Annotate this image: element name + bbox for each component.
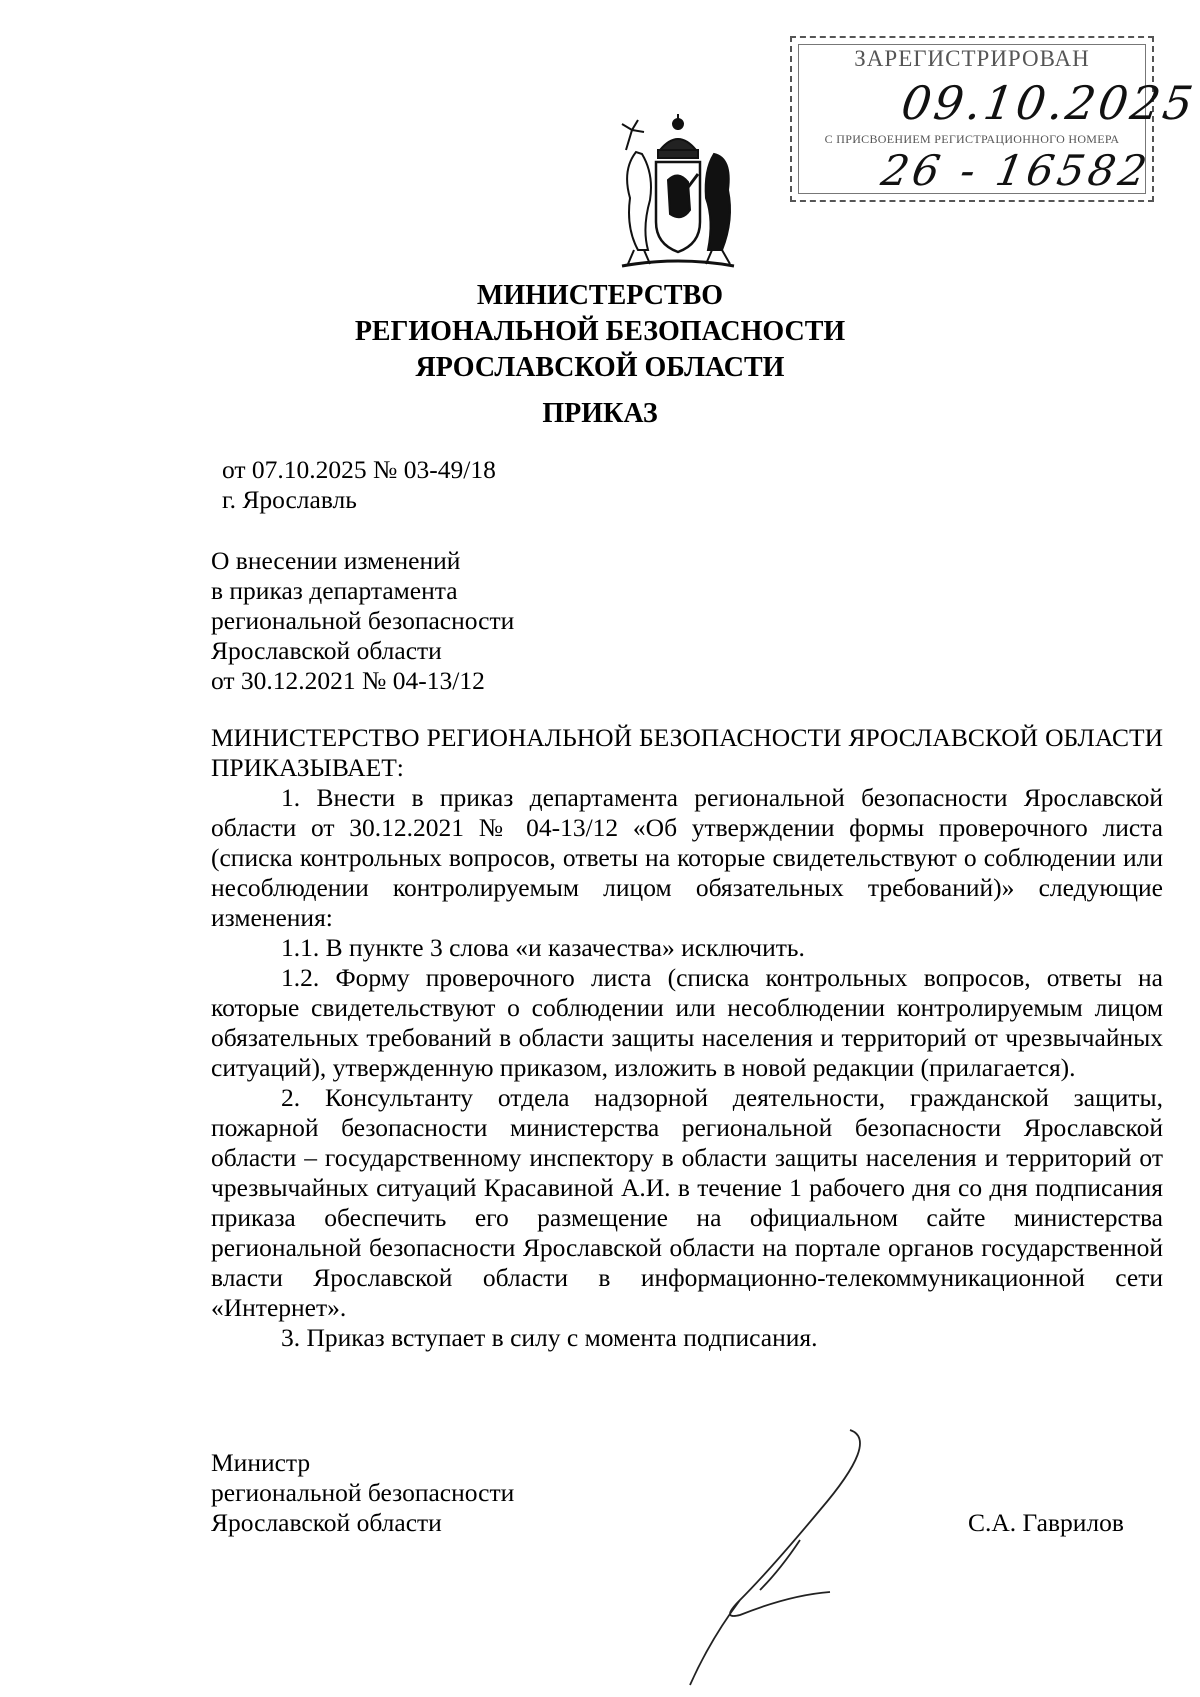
registration-stamp [790, 36, 1200, 202]
signatory-position [211, 1448, 514, 1538]
document-type: ПРИКАЗ [542, 398, 658, 429]
ministry-line-1: МИНИСТЕРСТВО [476, 280, 724, 311]
stamp-title: ЗАРЕГИСТРИРОВАН [854, 46, 1090, 71]
subject-line-4: Ярославской области [211, 636, 442, 665]
ministry-line-3: ЯРОСЛАВСКОЙ ОБЛАСТИ [415, 352, 785, 383]
date-and-number: от 07.10.2025 № 03-49/18 [222, 455, 496, 484]
handwritten-signature [680, 1420, 910, 1690]
signatory-name: С.А. Гаврилов [968, 1508, 1124, 1537]
document-meta [222, 455, 496, 515]
subject-line-5: от 30.12.2021 № 04-13/12 [211, 666, 485, 695]
stamp-date: 09.10.2025 [898, 76, 1200, 130]
ministry-title [0, 278, 1200, 386]
document-body [211, 723, 1163, 1353]
preamble: МИНИСТЕРСТВО РЕГИОНАЛЬНОЙ БЕЗОПАСНОСТИ ЯРОСЛАВСКОЙ ОБЛАСТИ ПРИКАЗЫВАЕТ: [211, 723, 1163, 782]
paragraph-1-2: 1.2. Форму проверочного листа (списка контрольных вопросов, ответы на которые свидетельствуют о соблюдении или несоблюдении контролируемым лицом обязательных требований в области защиты населения и территорий от чрезвычайных ситуаций), утвержденную приказом, изложить в новой редакции (прилагается). [211, 963, 1163, 1082]
document-subject [211, 546, 514, 696]
subject-line-2: в приказ департамента [211, 576, 458, 605]
stamp-subtitle: С ПРИСВОЕНИЕМ РЕГИСТРАЦИОННОГО НОМЕРА [824, 132, 1120, 146]
paragraph-3: 3. Приказ вступает в силу с момента подписания. [281, 1323, 818, 1352]
ministry-line-2: РЕГИОНАЛЬНОЙ БЕЗОПАСНОСТИ [354, 316, 846, 347]
paragraph-2: 2. Консультанту отдела надзорной деятельности, гражданской защиты, пожарной безопасности министерства региональной безопасности Ярославской области – государственному инспектору в области защиты населения и территорий от чрезвычайных ситуаций Красавиной А.И. в течение 1 рабочего дня со дня подписания приказа обеспечить его размещение на официальном сайте министерства региональной безопасности Ярославской области на портале органов государственной власти Ярославской области в информационно-телекоммуникационной сети «Интернет». [211, 1083, 1163, 1322]
subject-line-3: региональной безопасности [211, 606, 515, 635]
position-line-3: Ярославской области [211, 1508, 442, 1537]
position-line-2: региональной безопасности [211, 1478, 515, 1507]
subject-line-1: О внесении изменений [211, 546, 461, 575]
coat-of-arms-icon [608, 110, 748, 272]
paragraph-1: 1. Внести в приказ департамента региональной безопасности Ярославской области от 30.12.2021 № 04-13/12 «Об утверждении формы проверочного листа (списка контрольных вопросов, ответы на которые свидетельствуют о соблюдении или несоблюдении контролируемым лицом обязательных требований)» следующие изменения: [211, 783, 1163, 932]
paragraph-1-1: 1.1. В пункте 3 слова «и казачества» исключить. [281, 933, 805, 962]
stamp-number: 26 - 16582 [877, 146, 1155, 195]
position-line-1: Министр [211, 1448, 311, 1477]
city: г. Ярославль [222, 485, 357, 514]
